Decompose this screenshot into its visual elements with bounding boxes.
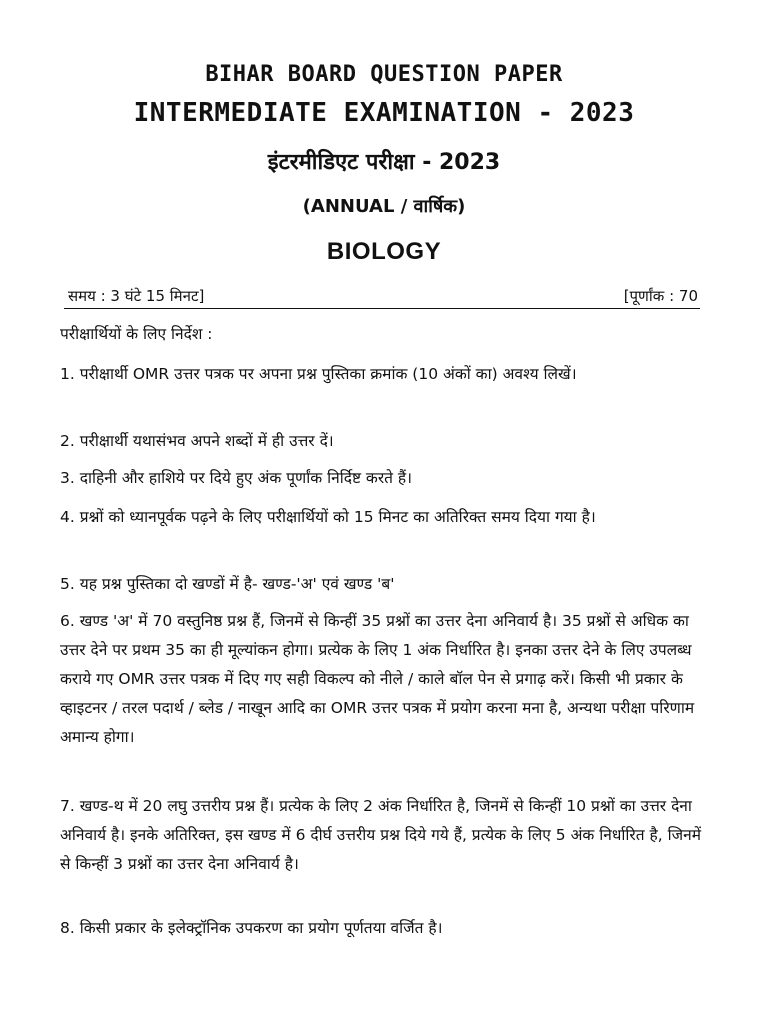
- instruction-item: 7. खण्ड-थ में 20 लघु उत्तरीय प्रश्न हैं। प्रत्येक के लिए 2 अंक निर्धारित है, जिनमें से किन्हीं 10 प्रश्नों का उत्तर देना अनिवार्य है। इनके अतिरिक्त, इस खण्ड में 6 दीर्घ उत्तरीय प्रश्न दिये गये हैं, प्रत्येक के लिए 5 अंक निर्धारित है, जिनमें से किन्हीं 3 प्रश्नों का उत्तर देना अनिवार्य है।: [60, 797, 701, 873]
- instructions-heading: परीक्षार्थियों के लिए निर्देश :: [60, 325, 213, 343]
- instruction-item: 5. यह प्रश्न पुस्तिका दो खण्डों में है- खण्ड-'अ' एवं खण्ड 'ब': [60, 575, 395, 593]
- time-marks-row: [64, 286, 700, 309]
- board-title: BIHAR BOARD QUESTION PAPER: [205, 62, 563, 87]
- instruction-item: 4. प्रश्नों को ध्यानपूर्वक पढ़ने के लिए परीक्षार्थियों को 15 मिनट का अतिरिक्त समय दिया गया है।: [60, 508, 596, 526]
- instruction-item: 8. किसी प्रकार के इलेक्ट्रॉनिक उपकरण का प्रयोग पूर्णतया वर्जित है।: [60, 919, 443, 937]
- exam-session: (ANNUAL / वार्षिक): [302, 196, 466, 217]
- instruction-item: 3. दाहिनी और हाशिये पर दिये हुए अंक पूर्णांक निर्दिष्ट करते हैं।: [60, 469, 413, 487]
- exam-title: INTERMEDIATE EXAMINATION - 2023: [133, 98, 635, 128]
- exam-title-hindi: इंटरमीडिएट परीक्षा - 2023: [267, 150, 501, 175]
- subject-title: BIOLOGY: [326, 238, 442, 265]
- full-marks: [पूर्णांक : 70: [623, 287, 698, 305]
- time-allowed: समय : 3 घंटे 15 मिनट]: [68, 287, 205, 305]
- instruction-item: 6. खण्ड 'अ' में 70 वस्तुनिष्ठ प्रश्न हैं, जिनमें से किन्हीं 35 प्रश्नों का उत्तर देना अनिवार्य है। 35 प्रश्नों से अधिक का उत्तर देने पर प्रथम 35 का ही मूल्यांकन होगा। प्रत्येक के लिए 1 अंक निर्धारित है। इनका उत्तर देने के लिए उपलब्ध कराये गए OMR उत्तर पत्रक में दिए गए सही विकल्प को नीले / काले बॉल पेन से प्रगाढ़ करें। किसी भी प्रकार के व्हाइटनर / तरल पदार्थ / ब्लेड / नाखून आदि का OMR उत्तर पत्रक में प्रयोग करना मना है, अन्यथा परीक्षा परिणाम अमान्य होगा।: [60, 612, 695, 746]
- instruction-item: 1. परीक्षार्थी OMR उत्तर पत्रक पर अपना प्रश्न पुस्तिका क्रमांक (10 अंकों का) अवश्य लिखें।: [60, 365, 577, 383]
- instruction-item: 2. परीक्षार्थी यथासंभव अपने शब्दों में ही उत्तर दें।: [60, 432, 334, 450]
